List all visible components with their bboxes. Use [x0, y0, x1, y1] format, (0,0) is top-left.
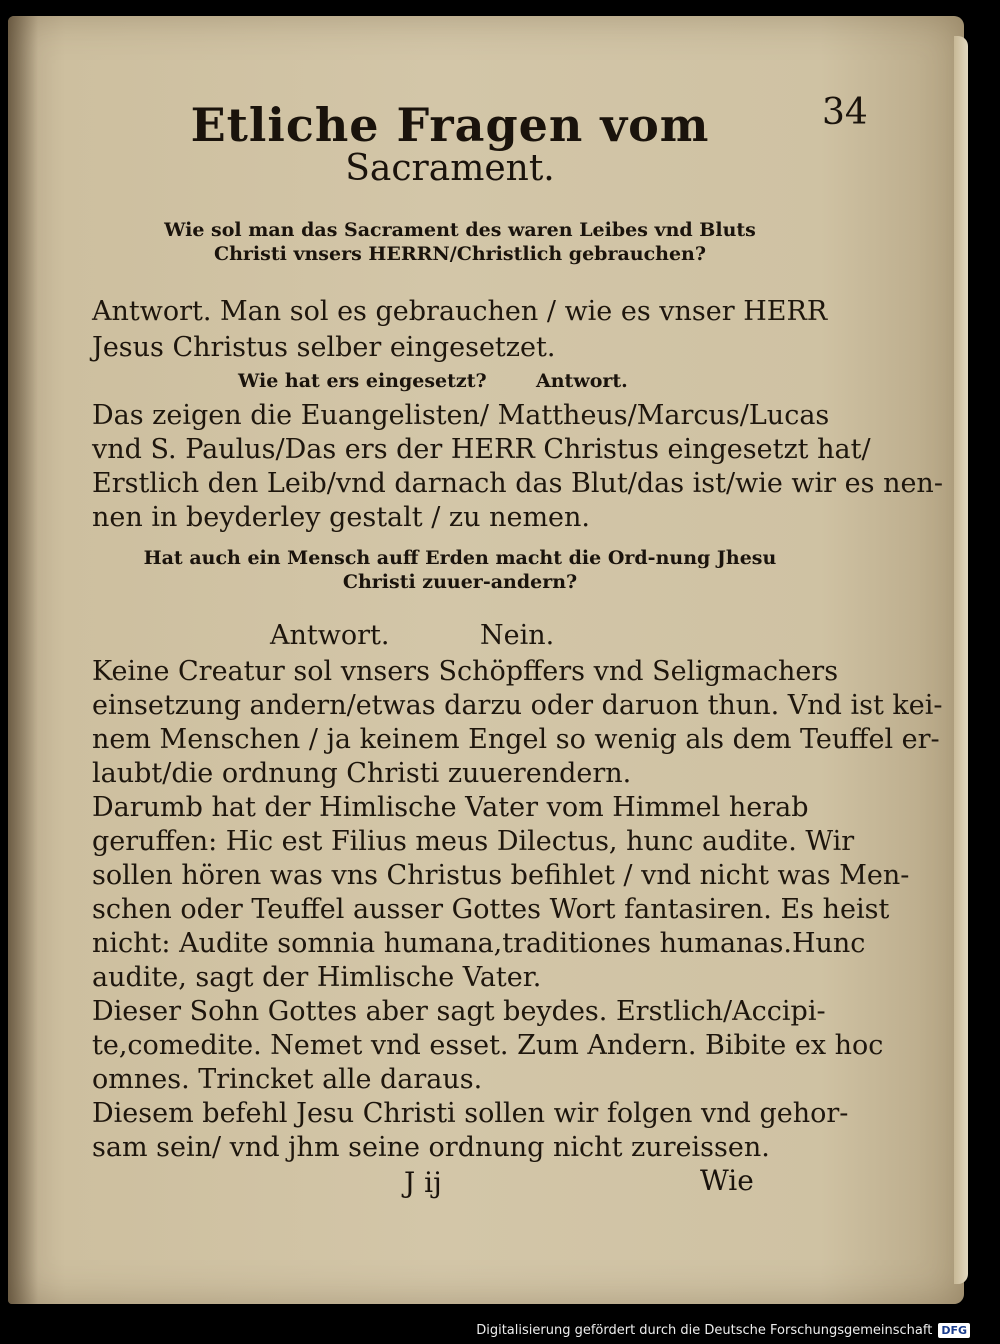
footer-credit — [476, 1323, 970, 1338]
dfg-logo: DFG — [938, 1323, 970, 1338]
question-1: Wie sol man das Sacrament des waren Leibes vnd Bluts Christi vnsers HERRN/Christlich gebrauchen? — [164, 219, 756, 265]
question-2-answer-label: Antwort. — [536, 370, 628, 392]
body-line: nicht: Audite somnia humana,traditiones humanas.Hunc — [92, 928, 866, 959]
body-line: te,comedite. Nemet vnd esset. Zum Andern. Bibite ex hoc — [92, 1030, 884, 1061]
page-number: 34 — [822, 92, 868, 133]
answer-2-line: Das zeigen die Euangelisten/ Mattheus/Marcus/Lucas — [92, 400, 830, 431]
catchword: Wie — [700, 1164, 754, 1197]
page-edge — [954, 36, 968, 1284]
body-line: audite, sagt der Himlische Vater. — [92, 962, 542, 993]
answer-2-line: vnd S. Paulus/Das ers der HERR Christus eingesetzt hat/ — [92, 434, 871, 465]
body-line: Darumb hat der Himlische Vater vom Himmel herab — [92, 792, 809, 823]
answer-2-line: nen in beyderley gestalt / zu nemen. — [92, 502, 591, 533]
answer-3-value: Nein. — [480, 620, 555, 651]
body-line: einsetzung andern/etwas darzu oder daruon thun. Vnd ist kei- — [92, 690, 943, 721]
body-line: laubt/die ordnung Christi zuuerendern. — [92, 758, 632, 789]
body-line: Dieser Sohn Gottes aber sagt beydes. Erstlich/Accipi- — [92, 996, 826, 1027]
body-line: nem Menschen / ja keinem Engel so wenig als dem Teuffel er- — [92, 724, 940, 755]
body-line: schen oder Teuffel ausser Gottes Wort fantasiren. Es heist — [92, 894, 890, 925]
answer-2-line: Erstlich den Leib/vnd darnach das Blut/das ist/wie wir es nen- — [92, 468, 943, 499]
body-line: Diesem befehl Jesu Christi sollen wir folgen vnd gehor- — [92, 1098, 849, 1129]
answer-3-label: Antwort. — [270, 620, 390, 651]
body-line: Keine Creatur sol vnsers Schöpffers vnd Seligmachers — [92, 656, 839, 687]
page-subtitle: Sacrament. — [345, 148, 555, 189]
body-line: sollen hören was vns Christus befihlet / vnd nicht was Men- — [92, 860, 910, 891]
question-2: Wie hat ers eingesetzt? — [238, 370, 487, 392]
signature-mark: J ij — [404, 1166, 442, 1199]
footer-credit-text: Digitalisierung gefördert durch die Deutsche Forschungsgemeinschaft — [476, 1323, 933, 1338]
page-title: Etliche Fragen vom — [190, 98, 710, 152]
body-line: sam sein/ vnd jhm seine ordnung nicht zureissen. — [92, 1132, 770, 1163]
body-line: geruffen: Hic est Filius meus Dilectus, hunc audite. Wir — [92, 826, 855, 857]
answer-1-line: Jesus Christus selber eingesetzet. — [92, 332, 556, 363]
answer-1-line: Antwort. Man sol es gebrauchen / wie es vnser HERR — [92, 296, 828, 327]
body-line: omnes. Trincket alle daraus. — [92, 1064, 483, 1095]
question-3: Hat auch ein Mensch auff Erden macht die Ord-nung Jhesu Christi zuuer-andern? — [143, 547, 777, 593]
